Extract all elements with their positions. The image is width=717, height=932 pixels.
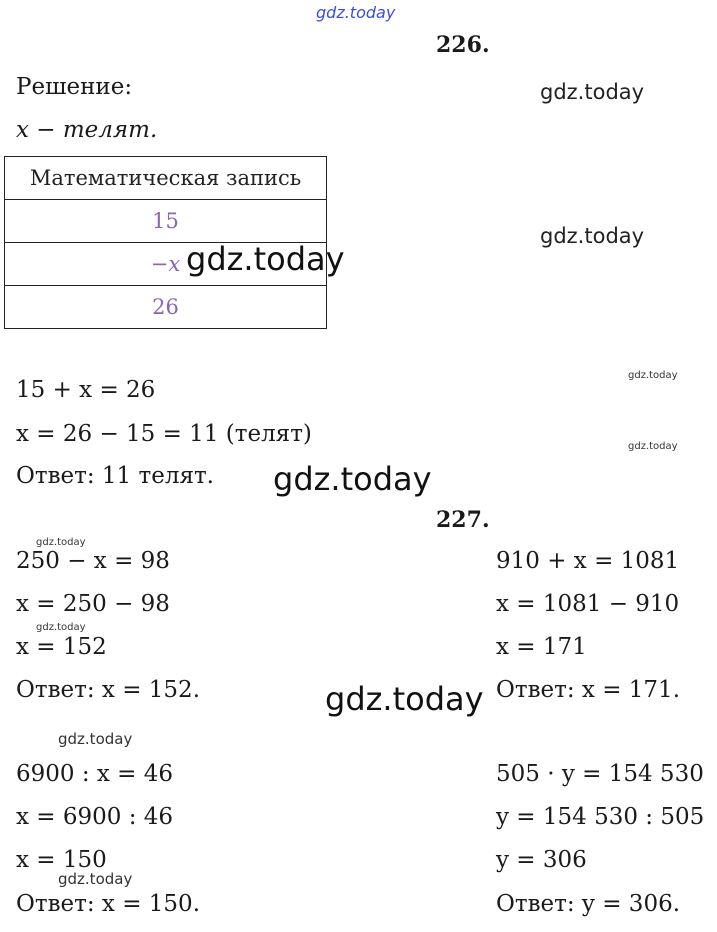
equation: 505 · y = 154 530 (496, 761, 704, 787)
variable-definition: x − телят. (16, 117, 158, 143)
problem-number-227: 227. (436, 507, 490, 533)
watermark-small: gdz.today (36, 622, 86, 633)
watermark-small: gdz.today (36, 537, 86, 548)
answer: Ответ: 11 телят. (16, 463, 214, 489)
watermark: gdz.today (540, 224, 645, 248)
equation: x = 250 − 98 (16, 591, 170, 617)
watermark-small: gdz.today (628, 370, 678, 381)
equation: 910 + x = 1081 (496, 548, 680, 574)
equation: 15 + x = 26 (16, 377, 156, 403)
equation: 6900 : x = 46 (16, 761, 174, 787)
table-cell: −x (5, 243, 327, 286)
watermark: gdz.today (540, 80, 645, 104)
watermark: gdz.today (58, 870, 133, 888)
equation: x = 6900 : 46 (16, 804, 174, 830)
table-cell: 15 (5, 200, 327, 243)
equation: x = 171 (496, 634, 587, 660)
table-header: Математическая запись (5, 157, 327, 200)
answer: Ответ: x = 171. (496, 677, 680, 703)
equation: x = 150 (16, 847, 107, 873)
watermark-large: gdz.today (186, 240, 345, 278)
table-cell: 26 (5, 286, 327, 329)
equation: x = 152 (16, 634, 107, 660)
answer: Ответ: x = 152. (16, 677, 200, 703)
solution-label: Решение: (16, 74, 133, 100)
math-record-table (4, 156, 327, 329)
answer: Ответ: y = 306. (496, 891, 681, 917)
problem-number-226: 226. (436, 32, 490, 58)
answer: Ответ: x = 150. (16, 891, 200, 917)
equation: x = 26 − 15 = 11 (телят) (16, 421, 312, 447)
equation: 250 − x = 98 (16, 548, 170, 574)
watermark-large: gdz.today (325, 680, 484, 718)
equation: y = 306 (496, 847, 587, 873)
watermark-small: gdz.today (628, 441, 678, 452)
equation: y = 154 530 : 505 (496, 804, 705, 830)
watermark-top: gdz.today (316, 3, 396, 22)
equation: x = 1081 − 910 (496, 591, 680, 617)
watermark-large: gdz.today (273, 460, 432, 498)
watermark: gdz.today (58, 730, 133, 748)
